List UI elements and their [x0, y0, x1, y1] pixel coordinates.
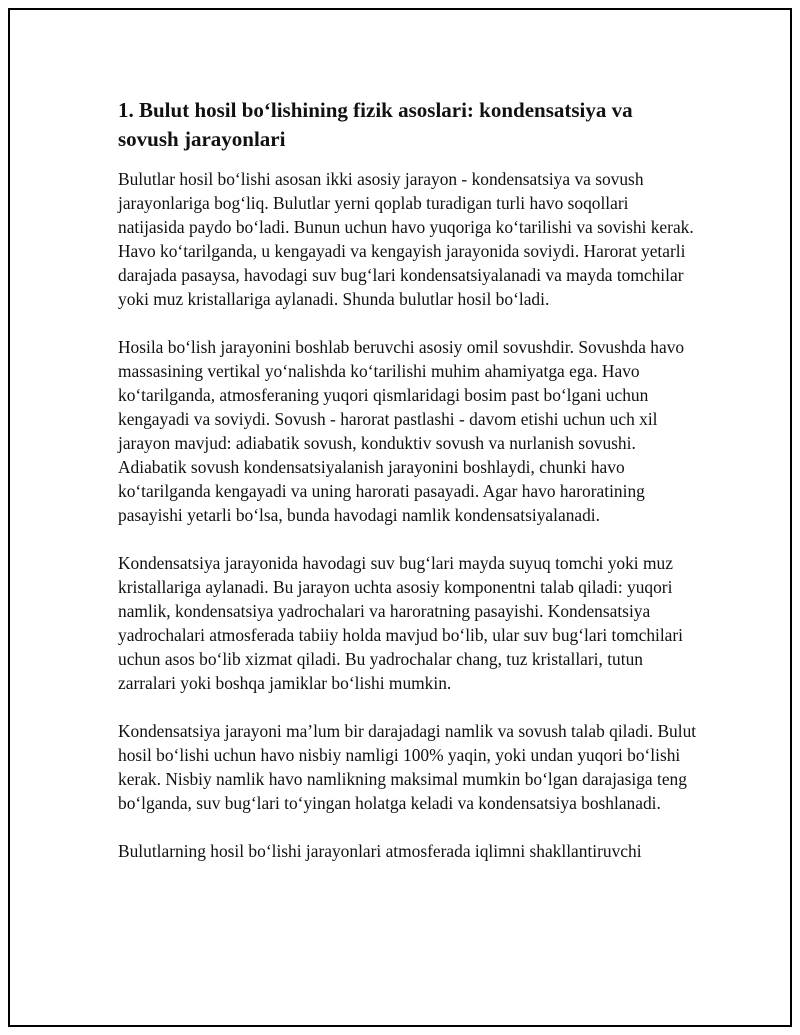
paragraph-3: Kondensatsiya jarayonida havodagi suv bug‘lari mayda suyuq tomchi yoki muz kristallariga aylanadi. Bu jarayon uchta asosiy komponentni talab qiladi: yuqori namlik, kondensatsiya yadrochalari va haroratning pasayishi. Kondensatsiya yadrochalari atmosferada tabiiy holda mavjud bo‘lib, ular suv bug‘lari tomchilari uchun asos bo‘lib xizmat qiladi. Bu yadrochalar chang, tuz kristallari, tutun zarralari yoki boshqa jamiklar bo‘lishi mumkin. — [118, 553, 684, 693]
paragraph-5: Bulutlarning hosil bo‘lishi jarayonlari atmosferada iqlimni shakllantiruvchi — [118, 841, 642, 861]
section-heading: 1. Bulut hosil bo‘lishining fizik asoslari: kondensatsiya va sovush jarayonlari — [118, 98, 633, 151]
paragraph-4: Kondensatsiya jarayoni ma’lum bir darajadagi namlik va sovush talab qiladi. Bulut hosil bo‘lishi uchun havo nisbiy namligi 100% yaqin, yoki undan yuqori bo‘lishi kerak. Nisbiy namlik havo namlikning maksimal mumkin bo‘lgan darajasiga teng bo‘lganda, suv bug‘lari to‘yingan holatga keladi va kondensatsiya boshlanadi. — [118, 721, 697, 813]
paragraph-2: Hosila bo‘lish jarayonini boshlab beruvchi asosiy omil sovushdir. Sovushda havo massasining vertikal yo‘nalishda ko‘tarilishi muhim ahamiyatga ega. Havo ko‘tarilganda, atmosferaning yuqori qismlaridagi bosim past bo‘lgani uchun kengayadi va soviydi. Sovush - harorat pastlashi - davom etishi uchun uch xil jarayon mavjud: adiabatik sovush, konduktiv sovush va nurlanish sovushi. Adiabatik sovush kondensatsiyalanish jarayonini boshlaydi, chunki havo ko‘tarilganda kengayadi va uning harorati pasayadi. Agar havo haroratining pasayishi yetarli bo‘lsa, bunda havodagi namlik kondensatsiyalanadi. — [118, 337, 685, 525]
document-body — [118, 96, 698, 887]
paragraph-1: Bulutlar hosil bo‘lishi asosan ikki asosiy jarayon - kondensatsiya va sovush jarayonlariga bog‘liq. Bulutlar yerni qoplab turadigan turli havo soqollari natijasida paydo bo‘ladi. Bunun uchun havo yuqoriga ko‘tarilishi va sovishi kerak. Havo ko‘tarilganda, u kengayadi va kengayish jarayonida soviydi. Harorat yetarli darajada pasaysa, havodagi suv bug‘lari kondensatsiyalanadi va mayda tomchilar yoki muz kristallariga aylanadi. Shunda bulutlar hosil bo‘ladi. — [118, 169, 694, 309]
page-frame — [8, 8, 792, 1027]
